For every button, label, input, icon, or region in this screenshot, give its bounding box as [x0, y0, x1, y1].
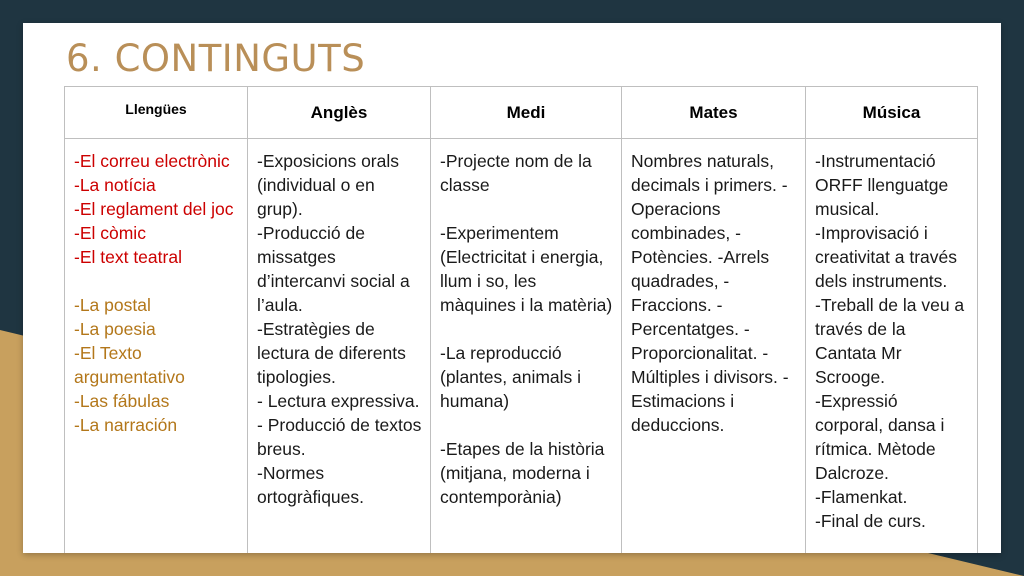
cell-medi	[431, 139, 622, 554]
list-item: -Expressió corporal, dansa i rítmica. Mètode Dalcroze.	[815, 391, 950, 483]
list-item: -La reproducció (plantes, animals i humana)	[440, 343, 586, 411]
list-item: -La narración	[74, 415, 178, 435]
list-item: - Lectura expressiva.	[257, 391, 420, 411]
list-item: -El correu electrònic	[74, 151, 230, 171]
list-item: -Flamenkat.	[815, 487, 908, 507]
list-item: - Producció de textos breus.	[257, 415, 427, 459]
list-item: -La poesia	[74, 319, 156, 339]
header-mates: Mates	[622, 87, 806, 139]
list-item: -El Texto argumentativo	[74, 343, 185, 387]
list-item: -Improvisació i creativitat a través dels instruments.	[815, 223, 962, 291]
header-angles: Anglès	[248, 87, 431, 139]
list-item: -Treball de la veu a través de la Cantata Mr Scrooge.	[815, 295, 970, 387]
list-item: -Instrumentació ORFF llenguatge musical.	[815, 151, 954, 219]
list-item: -Experimentem (Electricitat i energia, llum i so, les màquines i la matèria)	[440, 223, 613, 315]
list-item: -La notícia	[74, 175, 156, 195]
list-item: -Estratègies de lectura de diferents tipologies.	[257, 319, 411, 387]
header-musica: Música	[806, 87, 978, 139]
header-llengues: Llengües	[65, 87, 248, 139]
page-title: 6. CONTINGUTS	[66, 37, 366, 80]
list-item: -Final de curs.	[815, 511, 926, 531]
list-item: -Exposicions orals (individual o en grup).	[257, 151, 404, 219]
list-item: -Producció de missatges d’intercanvi social a l’aula.	[257, 223, 415, 315]
slide	[23, 23, 1001, 553]
contents-table	[64, 86, 978, 553]
cell-musica	[806, 139, 978, 554]
mates-text: Nombres naturals, decimals i primers. -Operacions combinades, -Potències. -Arrels quadrades, - Fraccions. -Percentatges. -Proporcionalitat. -Múltiples i divisors. -Estimacions i deduccions.	[631, 151, 789, 435]
list-item: -El text teatral	[74, 247, 182, 267]
list-item: -Projecte nom de la classe	[440, 151, 597, 195]
list-item: -Etapes de la història (mitjana, moderna i contemporània)	[440, 439, 610, 507]
cell-mates	[622, 139, 806, 554]
cell-angles	[248, 139, 431, 554]
header-medi: Medi	[431, 87, 622, 139]
table-row	[65, 139, 978, 554]
table-header-row	[65, 87, 978, 139]
list-item: -La postal	[74, 295, 151, 315]
list-item: -Las fábulas	[74, 391, 170, 411]
list-item: -Normes ortogràfiques.	[257, 463, 365, 507]
cell-llengues	[65, 139, 248, 554]
list-item: -El reglament del joc	[74, 199, 234, 219]
list-item: -El còmic	[74, 223, 146, 243]
